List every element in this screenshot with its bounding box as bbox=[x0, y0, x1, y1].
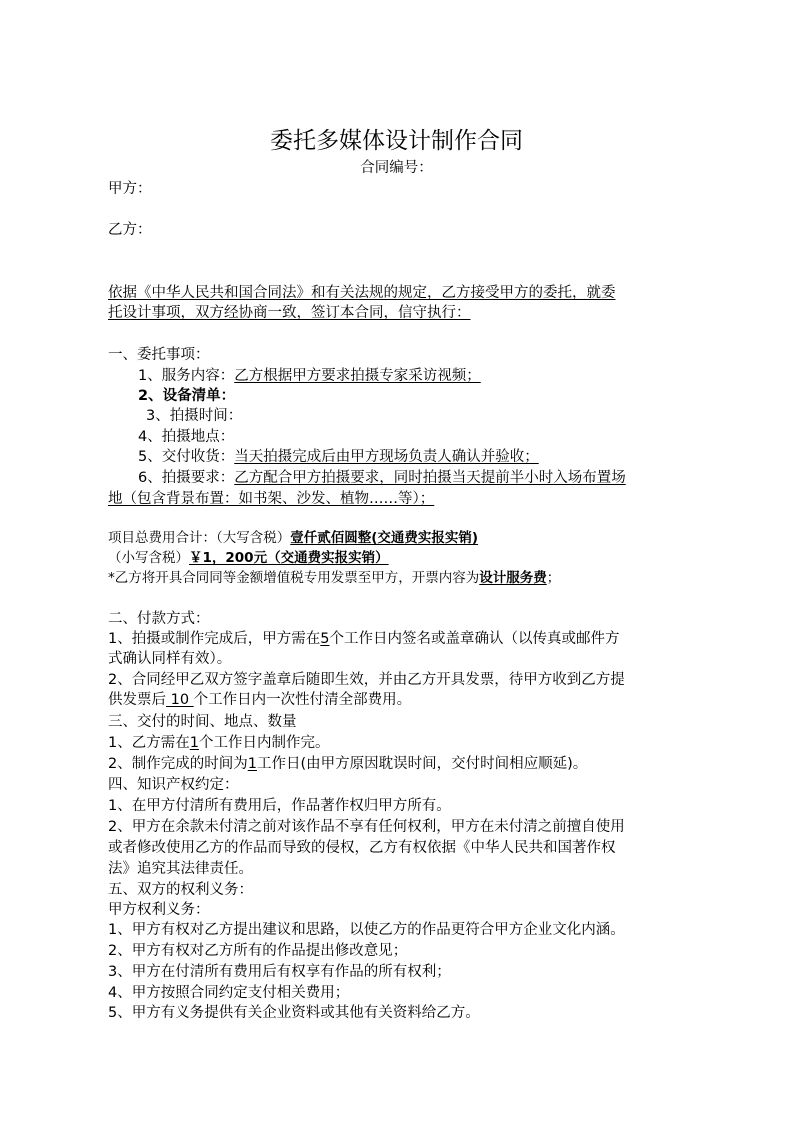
ip-clause-2-end: 法》追究其法律责任。 bbox=[108, 861, 253, 877]
invoice-note-text: *乙方将开具合同同等金额增值税专用发票至甲方，开票内容为 bbox=[108, 570, 480, 586]
ip-clause-2-cont: 或者修改使用乙方的作品而导致的侵权，乙方有权依据《中华人民共和国著作权 bbox=[108, 840, 616, 856]
clause-text: 工作日(由甲方原因耽误时间，交付时间相应顺延)。 bbox=[256, 756, 588, 772]
item-value: 乙方配合甲方拍摄要求，同时拍摄当天提前半小时入场布置场 bbox=[234, 470, 626, 486]
invoice-content: 设计服务费 bbox=[479, 570, 547, 586]
page-title: 委托多媒体设计制作合同 bbox=[270, 128, 523, 154]
item-shoot-location: 4、拍摄地点： bbox=[138, 429, 235, 445]
delivery-clause-2 bbox=[108, 754, 587, 774]
clause-text: 2、制作完成的时间为 bbox=[108, 756, 248, 772]
fee-lower-label: （小写含税） bbox=[108, 550, 189, 566]
item-delivery-acceptance bbox=[138, 447, 539, 467]
item-value: 当天拍摄完成后由甲方现场负责人确认并验收； bbox=[234, 449, 539, 465]
invoice-note bbox=[108, 568, 560, 588]
section-1-heading: 一、委托事项： bbox=[108, 347, 210, 363]
payment-clause-1 bbox=[108, 629, 619, 649]
rights-clause-5: 5、甲方有义务提供有关企业资料或其他有关资料给乙方。 bbox=[108, 1005, 480, 1021]
total-fee-lower bbox=[108, 548, 389, 568]
item-equipment-list: 2、设备清单： bbox=[138, 388, 236, 404]
clause-text: 个工作日内一次性付清全部费用。 bbox=[193, 692, 412, 708]
rights-clause-3: 3、甲方在付清所有费用后有权享有作品的所有权利； bbox=[108, 964, 451, 980]
fee-lower-value: ￥1，200元（交通费实报实销） bbox=[189, 550, 389, 566]
payment-clause-2-cont bbox=[108, 690, 411, 710]
party-a-rights-heading: 甲方权利义务： bbox=[108, 902, 210, 918]
intro-line-2: 托设计事项，双方经协商一致，签订本合同，信守执行： bbox=[108, 305, 471, 321]
fee-upper-value: 壹仟贰佰圆整(交通费实报实销) bbox=[290, 530, 479, 546]
section-5-heading: 五、双方的权利义务： bbox=[108, 882, 253, 898]
item-shoot-requirements bbox=[138, 468, 626, 488]
item-label: 5、交付收货： bbox=[138, 449, 235, 465]
clause-days: 1 bbox=[189, 735, 199, 751]
rights-clause-1: 1、甲方有权对乙方提出建议和思路，以使乙方的作品更符合甲方企业文化内涵。 bbox=[108, 922, 625, 938]
item-label: 1、服务内容： bbox=[138, 368, 235, 384]
rights-clause-2: 2、甲方有权对乙方所有的作品提出修改意见； bbox=[108, 943, 408, 959]
clause-text: 1、乙方需在 bbox=[108, 735, 190, 751]
clause-days: 10 bbox=[166, 692, 194, 708]
clause-text: 1、拍摄或制作完成后，甲方需在 bbox=[108, 631, 321, 647]
clause-days: 5 bbox=[320, 631, 330, 647]
invoice-note-end: ； bbox=[546, 570, 561, 586]
fee-label: 项目总费用合计：（大写含税） bbox=[108, 530, 291, 546]
total-fee-upper bbox=[108, 528, 478, 548]
intro-line-1: 依据《中华人民共和国合同法》和有关法规的规定，乙方接受甲方的委托，就委 bbox=[108, 285, 616, 301]
clause-text: 供发票后 bbox=[108, 692, 166, 708]
payment-clause-2: 2、合同经甲乙双方签字盖章后随即生效，并由乙方开具发票，待甲方收到乙方提 bbox=[108, 672, 625, 688]
item-shoot-requirements-cont: 地（包含背景布置：如书架、沙发、植物……等）； bbox=[108, 491, 435, 507]
item-shoot-time: 3、拍摄时间： bbox=[146, 408, 243, 424]
item-value: 乙方根据甲方要求拍摄专家采访视频； bbox=[234, 368, 481, 384]
party-b-label: 乙方： bbox=[108, 222, 152, 238]
clause-days: 1 bbox=[247, 756, 257, 772]
party-a-label: 甲方： bbox=[108, 181, 152, 197]
item-service-content bbox=[138, 366, 481, 386]
payment-clause-1-cont: 式确认同样有效）。 bbox=[108, 651, 232, 667]
clause-text: 个工作日内签名或盖章确认（以传真或邮件方 bbox=[329, 631, 620, 647]
section-2-heading: 二、付款方式： bbox=[108, 611, 210, 627]
section-4-heading: 四、知识产权约定： bbox=[108, 777, 239, 793]
delivery-clause-1 bbox=[108, 733, 329, 753]
rights-clause-4: 4、甲方按照合同约定支付相关费用； bbox=[108, 985, 350, 1001]
contract-number-label: 合同编号： bbox=[360, 160, 433, 176]
ip-clause-2: 2、甲方在余款未付清之前对该作品不享有任何权利，甲方在未付清之前擅自使用 bbox=[108, 819, 625, 835]
clause-text: 个工作日内制作完。 bbox=[198, 735, 330, 751]
ip-clause-1: 1、在甲方付清所有费用后，作品著作权归甲方所有。 bbox=[108, 798, 451, 814]
section-3-heading: 三、交付的时间、地点、数量 bbox=[108, 714, 297, 730]
item-label: 6、拍摄要求： bbox=[138, 470, 235, 486]
